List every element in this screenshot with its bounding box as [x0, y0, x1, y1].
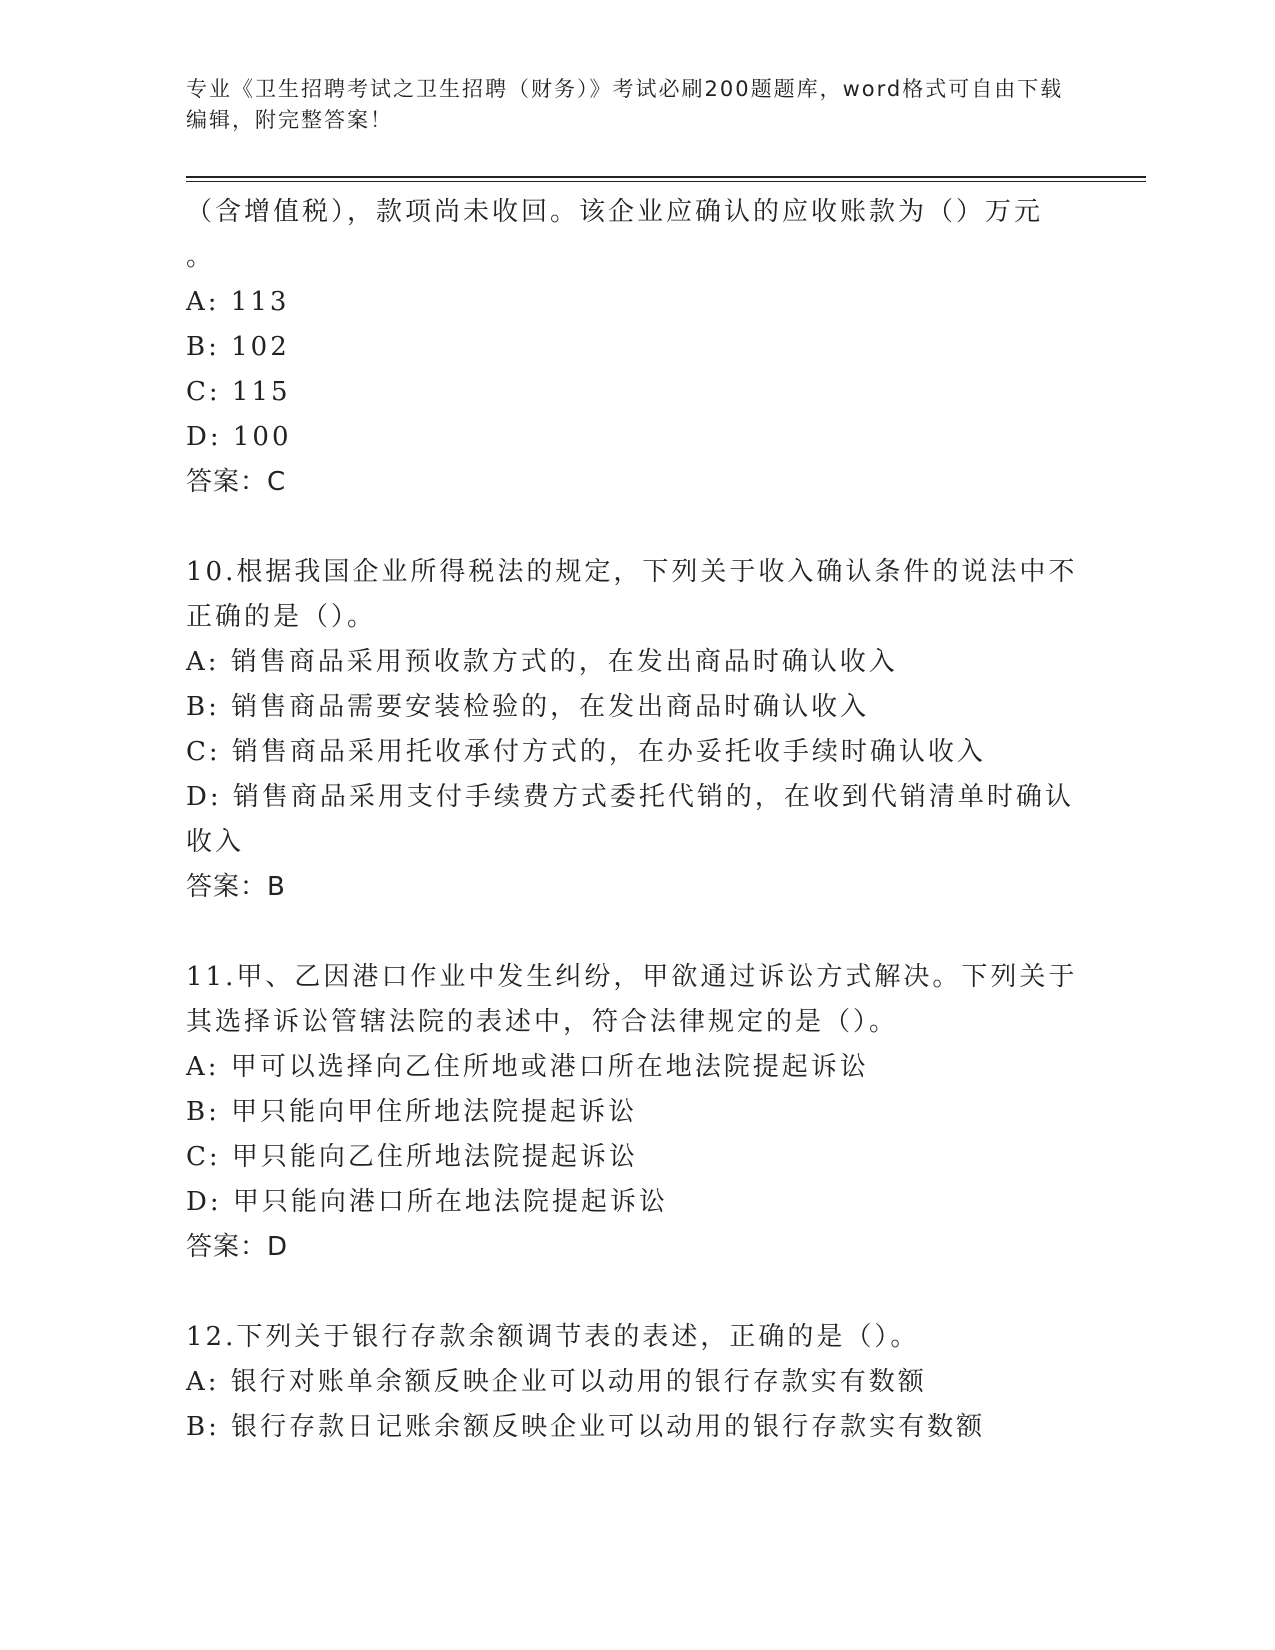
question-stem-line: 。 — [186, 242, 216, 272]
option-c: C: 甲只能向乙住所地法院提起诉讼 — [186, 1142, 638, 1172]
option-a: A: 甲可以选择向乙住所地或港口所在地法院提起诉讼 — [186, 1052, 869, 1082]
option-c: C: 销售商品采用托收承付方式的，在办妥托收手续时确认收入 — [186, 737, 986, 767]
answer: 答案：C — [186, 467, 287, 497]
question-10 — [186, 550, 1086, 910]
option-b: B: 甲只能向甲住所地法院提起诉讼 — [186, 1097, 638, 1127]
question-12 — [186, 1315, 1086, 1450]
option-a: A: 银行对账单余额反映企业可以动用的银行存款实有数额 — [186, 1367, 927, 1397]
option-d: D: 销售商品采用支付手续费方式委托代销的，在收到代销清单时确认 — [186, 782, 1074, 812]
question-stem-line: 其选择诉讼管辖法院的表述中，符合法律规定的是（）。 — [186, 1007, 899, 1037]
question-stem-line: 11.甲、乙因港口作业中发生纠纷，甲欲通过诉讼方式解决。下列关于 — [186, 962, 1078, 992]
question-11 — [186, 955, 1086, 1270]
question-stem-line: 12.下列关于银行存款余额调节表的表述，正确的是（）。 — [186, 1322, 920, 1352]
option-b: B: 102 — [186, 332, 290, 362]
answer: 答案：B — [186, 872, 286, 902]
document-body — [186, 190, 1086, 1450]
option-d: D: 甲只能向港口所在地法院提起诉讼 — [186, 1187, 668, 1217]
option-d-continued: 收入 — [186, 827, 245, 857]
option-a: A: 113 — [186, 287, 290, 317]
option-b: B: 银行存款日记账余额反映企业可以动用的银行存款实有数额 — [186, 1412, 986, 1442]
document-header: 专业《卫生招聘考试之卫生招聘（财务）》考试必刷200题题库，word格式可自由下载编辑，附完整答案！ — [186, 77, 1064, 132]
option-b: B: 销售商品需要安装检验的，在发出商品时确认收入 — [186, 692, 870, 722]
question-stem-line: 正确的是（）。 — [186, 602, 377, 632]
question-stem-line: （含增值税），款项尚未收回。该企业应确认的应收账款为（）万元 — [186, 197, 1044, 227]
question-9-continued — [186, 190, 1086, 505]
option-a: A: 销售商品采用预收款方式的，在发出商品时确认收入 — [186, 647, 898, 677]
option-c: C: 115 — [186, 377, 291, 407]
question-stem-line: 10.根据我国企业所得税法的规定，下列关于收入确认条件的说法中不 — [186, 557, 1078, 587]
answer: 答案：D — [186, 1232, 289, 1262]
option-d: D: 100 — [186, 422, 292, 452]
header-rule-thin — [186, 181, 1146, 182]
header-rule-thick — [186, 176, 1146, 178]
